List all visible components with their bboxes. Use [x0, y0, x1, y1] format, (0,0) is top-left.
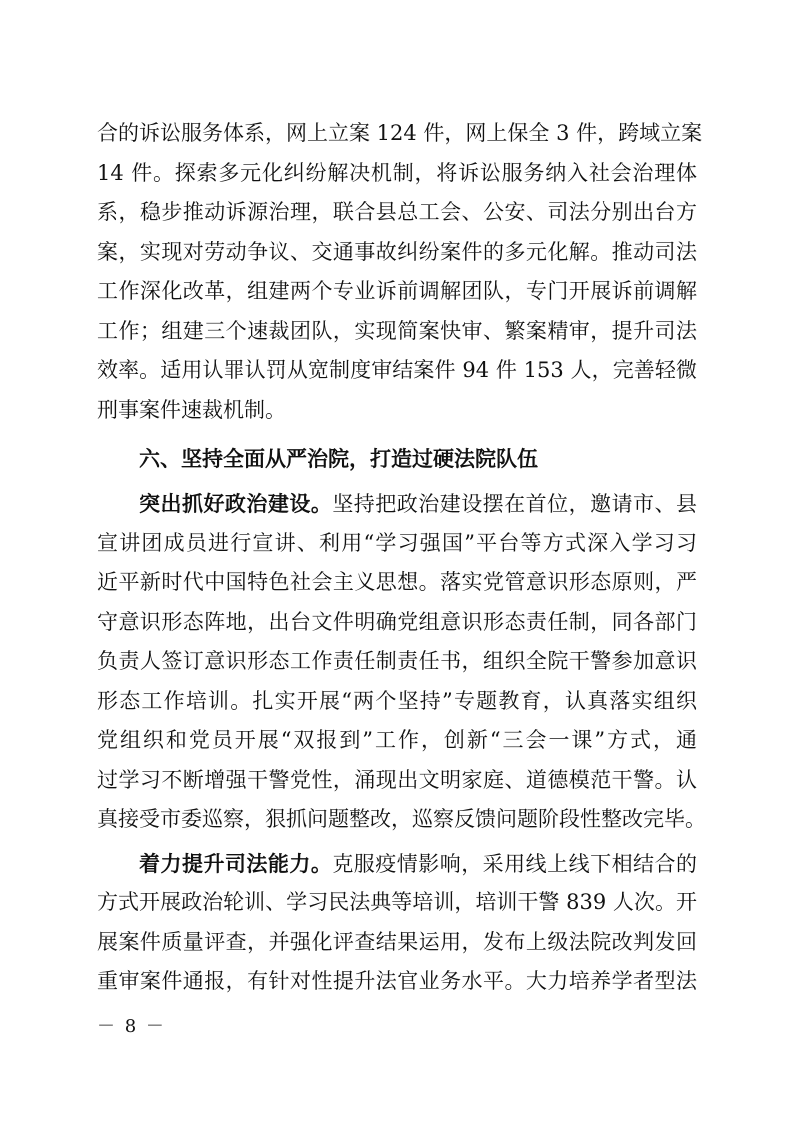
text-line: 展案件质量评查，并强化评查结果运用，发布上级法院改判发回: [97, 929, 697, 954]
text-line: 宣讲团成员进行宣讲、利用“学习强国”平台等方式深入学习习: [97, 530, 697, 555]
text-line: 效率。适用认罪认罚从宽制度审结案件 94 件 153 人，完善轻微: [97, 358, 697, 382]
text-line: [97, 484, 697, 524]
text-line: 近平新时代中国特色社会主义思想。落实党管意识形态原则，严: [97, 570, 697, 594]
text-line: 过学习不断增强干警党性，涌现出文明家庭、道德模范干警。认: [97, 767, 697, 792]
paragraph-text: 坚持把政治建设摆在首位，邀请市、县: [332, 492, 698, 516]
text-line: 合的诉讼服务体系，网上立案 124 件，网上保全 3 件，跨域立案: [97, 121, 703, 145]
text-line: 工作；组建三个速裁团队，实现简案快审、繁案精审，提升司法: [97, 318, 697, 343]
paragraph-judicial-capacity: [97, 844, 697, 1002]
paragraph-litigation-services: [97, 114, 703, 430]
text-line: 案，实现对劳动争议、交通事故纠纷案件的多元化解。推动司法: [97, 239, 697, 264]
paragraph-lead: 着力提升司法能力。: [139, 850, 333, 876]
paragraph-political-building: [97, 484, 706, 840]
text-line: 真接受市委巡察，狠抓问题整改，巡察反馈问题阶段性整改完毕。: [97, 807, 706, 831]
document-body: [97, 114, 706, 1002]
text-line: 14 件。探索多元化纠纷解决机制，将诉讼服务纳入社会治理体: [97, 160, 697, 185]
section-heading: 六、坚持全面从严治院，打造过硬法院队伍: [139, 447, 538, 471]
text-line: [97, 844, 697, 884]
text-line: 刑事案件速裁机制。: [97, 397, 286, 422]
text-line: 守意识形态阵地，出台文件明确党组意识形态责任制，同各部门: [97, 609, 697, 634]
text-line: 系，稳步推动诉源治理，联合县总工会、公安、司法分别出台方: [97, 200, 697, 224]
text-line: 工作深化改革，组建两个专业诉前调解团队，专门开展诉前调解: [97, 279, 697, 303]
paragraph-lead: 突出抓好政治建设。: [139, 491, 333, 516]
text-line: 方式开展政治轮训、学习民法典等培训，培训干警 839 人次。开: [97, 890, 697, 914]
text-line: 负责人签订意识形态工作责任制责任书，组织全院干警参加意识: [97, 649, 697, 673]
text-line: 形态工作培训。扎实开展“两个坚持”专题教育，认真落实组织: [97, 688, 697, 713]
page-number: － 8 －: [97, 1016, 166, 1037]
text-line: 重审案件通报，有针对性提升法官业务水平。大力培养学者型法: [97, 969, 697, 993]
paragraph-text: 克服疫情影响，采用线上线下相结合的: [332, 851, 698, 876]
text-line: 党组织和党员开展“双报到”工作，创新“三会一课”方式，通: [97, 728, 697, 752]
